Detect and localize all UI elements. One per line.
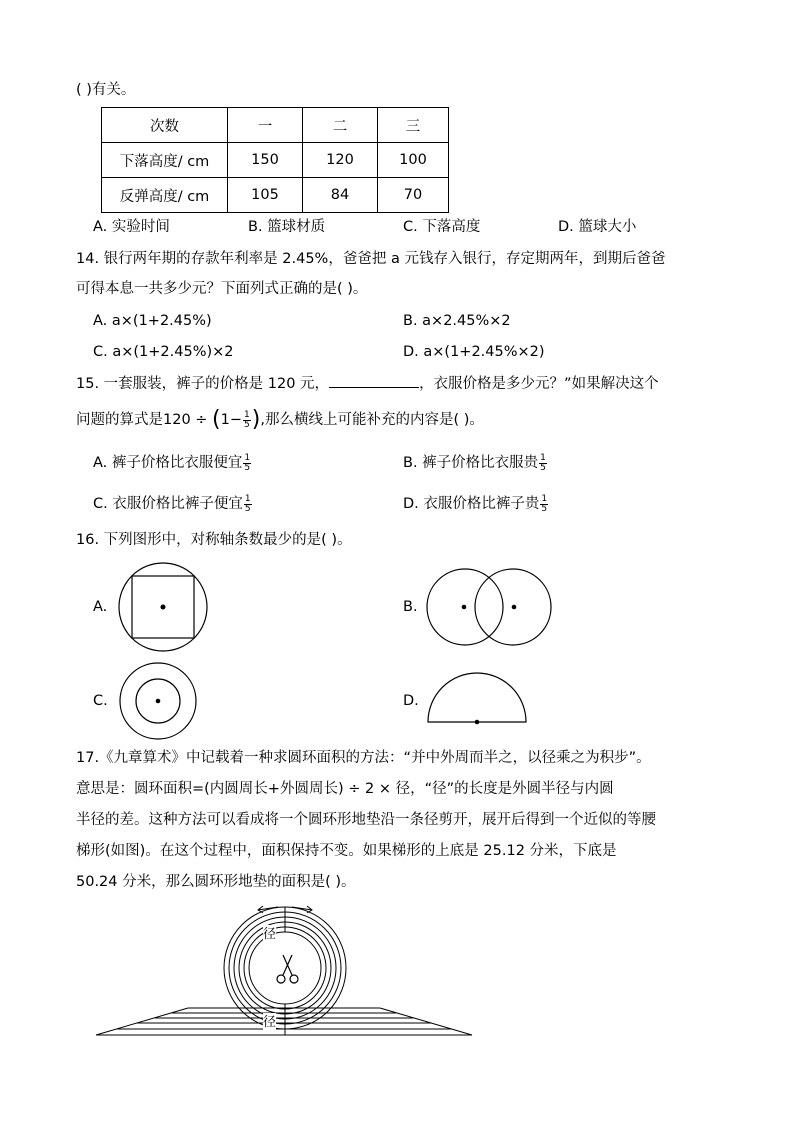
q16-option-b-label[interactable]: B. [403,599,418,615]
table-cell: 下落高度/ cm [102,143,228,178]
q16-option-d-label[interactable]: D. [403,693,419,709]
q16-stem: 16. 下列图形中，对称轴条数最少的是( )。 [76,532,352,548]
q14-option-c[interactable]: C. a×(1+2.45%)×2 [93,344,234,360]
q17-stem-line4: 梯形(如图)。在这个过程中，面积保持不变。如果梯形的上底是 25.12 分米，下底是 [76,843,617,859]
frac-num: 1 [541,493,548,504]
q15-line1-pre: 15. 一套服装，裤子的价格是 120 元， [76,376,330,392]
table-cell: 120 [303,143,378,178]
paren-open: ( [212,407,221,432]
option-text: C. 衣服价格比裤子便宜 [93,496,243,512]
q15-line1-post: ，衣服价格是多少元？”如果解决这个 [419,376,659,392]
q14-option-b[interactable]: B. a×2.45%×2 [403,313,511,329]
q15-line2-pre: 问题的算式是120 ÷ [76,412,213,428]
table-cell: 反弹高度/ cm [102,178,228,213]
figure-label-bottom: 径 [263,1013,276,1033]
table-cell: 84 [303,178,378,213]
table-cell: 100 [378,143,449,178]
paren-close: ) [251,407,261,432]
q13-option-d[interactable]: D. 篮球大小 [558,219,637,235]
q15-one-minus: 1− [220,412,243,428]
table-header-cell: 次数 [102,108,228,143]
q14-option-d[interactable]: D. a×(1+2.45%×2) [403,344,545,360]
frac-num: 1 [244,409,250,420]
frac-den: 5 [244,462,251,473]
q15-line2-post: ,那么横线上可能补充的内容是( )。 [260,412,484,428]
frac-den: 5 [541,503,548,514]
q17-stem-line5: 50.24 分米，那么圆环形地垫的面积是( )。 [76,874,356,890]
table-header-cell: 三 [378,108,449,143]
q17-stem-line3: 半径的差。这种方法可以看成将一个圆环形地垫沿一条径剪开，展开后得到一个近似的等腰 [76,812,656,828]
frac-num: 1 [244,452,251,463]
frac-num: 1 [540,452,546,463]
table-cell: 105 [228,178,303,213]
q17-stem-line2: 意思是：圆环面积=(内圆周长+外圆周长) ÷ 2 × 径，“径”的长度是外圆半径与内圆 [76,781,614,797]
table-header-cell: 一 [228,108,303,143]
table-header-cell: 二 [303,108,378,143]
q13-option-c[interactable]: C. 下落高度 [403,219,481,235]
q13-option-a[interactable]: A. 实验时间 [93,219,170,235]
table-cell: 70 [378,178,449,213]
frac-den: 5 [244,503,251,514]
q13-option-b[interactable]: B. 篮球材质 [248,219,326,235]
frac-num: 1 [244,493,251,504]
option-text: A. 裤子价格比衣服便宜 [93,455,243,471]
frac-den: 5 [540,462,546,473]
table-cell: 150 [228,143,303,178]
scissors-icon [277,955,298,983]
q17-stem-line1: 17.《九章算术》中记载着一种求圆环面积的方法：“并中外周而半之，以径乘之为积步”。 [76,750,651,766]
q16-option-a-label[interactable]: A. [93,599,108,615]
figure-label-top: 径 [263,925,276,945]
q13-tail: ( )有关。 [76,82,136,98]
option-text: B. 裤子价格比衣服贵 [403,455,539,471]
q14-stem-line2: 可得本息一共多少元？下面列式正确的是( )。 [76,281,368,297]
q16-option-c-label[interactable]: C. [93,693,108,709]
option-text: D. 衣服价格比裤子贵 [403,496,540,512]
q14-option-a[interactable]: A. a×(1+2.45%) [93,313,212,329]
q14-stem-line1: 14. 银行两年期的存款年利率是 2.45%，爸爸把 a 元钱存入银行，存定期两年，到期后爸爸 [76,251,666,267]
frac-den: 5 [244,419,250,430]
